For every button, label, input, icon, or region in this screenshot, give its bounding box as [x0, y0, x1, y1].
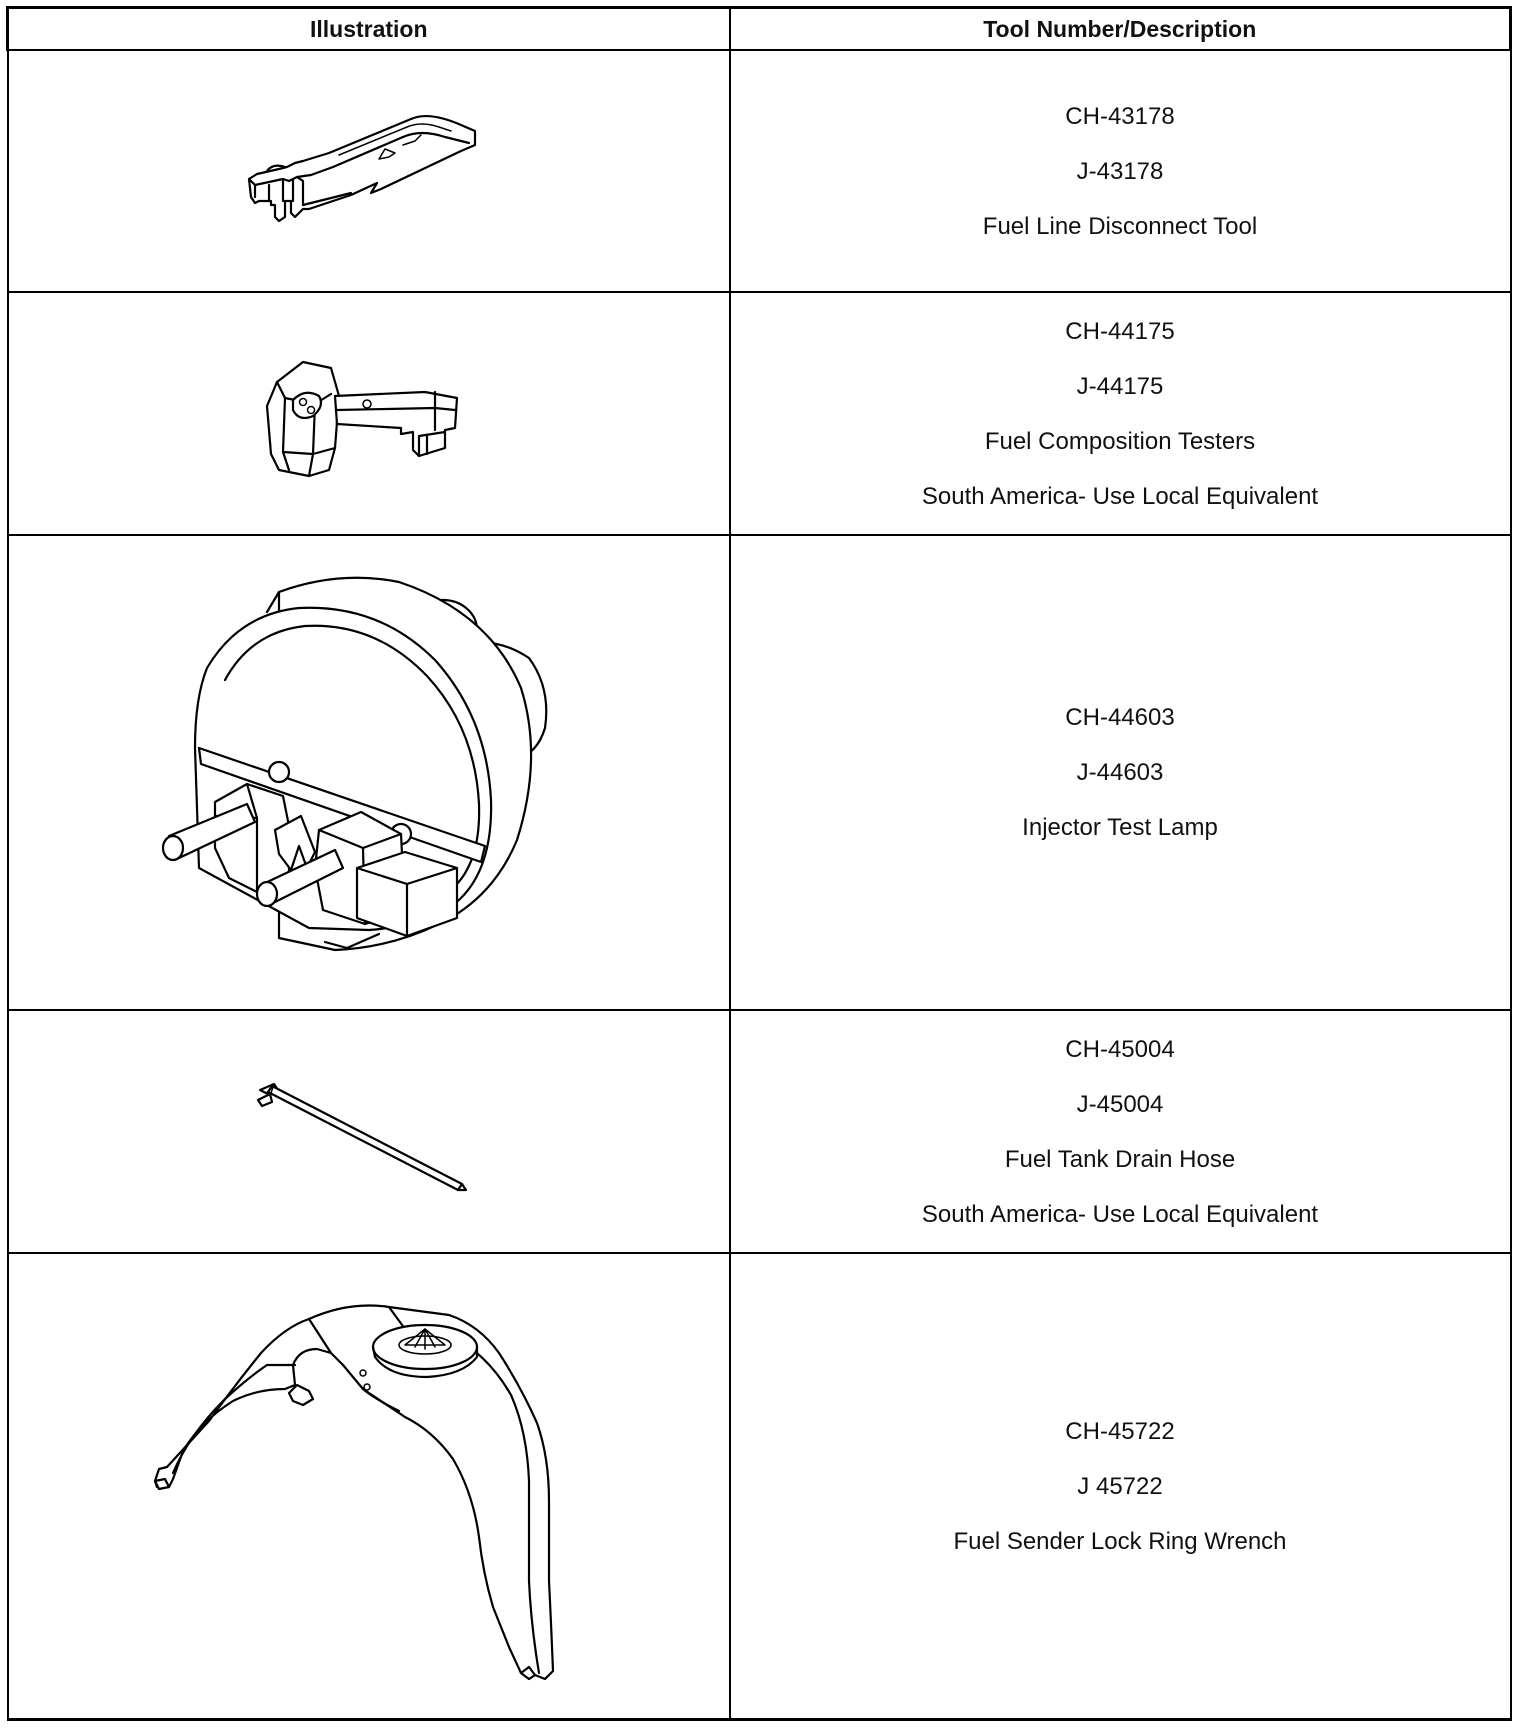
tool-number-ch: CH-44175	[1065, 317, 1175, 345]
tool-description-cell	[730, 535, 1511, 1010]
tool-note: South America- Use Local Equivalent	[921, 1200, 1319, 1228]
tool-description: Fuel Composition Testers	[984, 427, 1256, 455]
table-header-row	[8, 8, 1511, 51]
fuel-composition-tester-icon	[249, 344, 489, 484]
tool-description: Injector Test Lamp	[1022, 814, 1218, 841]
tool-number-ch: CH-45722	[1065, 1417, 1175, 1445]
tool-number-j: J-45004	[1076, 1090, 1164, 1118]
tool-number-ch: CH-43178	[1065, 102, 1175, 130]
fuel-sender-lock-ring-wrench-icon	[149, 1281, 589, 1691]
tool-number-j: J-43178	[1076, 157, 1164, 185]
column-header-illustration: Illustration	[8, 8, 730, 51]
special-tools-table	[6, 6, 1512, 1721]
tool-description: Fuel Tank Drain Hose	[1004, 1145, 1236, 1173]
table-row	[8, 50, 1511, 292]
tool-description-cell	[730, 1253, 1511, 1720]
tool-number-ch: CH-45004	[1065, 1035, 1175, 1063]
illustration-cell	[8, 1253, 730, 1720]
illustration-cell	[8, 50, 730, 292]
tool-number-j: J 45722	[1077, 1472, 1163, 1500]
injector-test-lamp-icon	[139, 568, 599, 978]
tool-description-cell	[730, 1010, 1511, 1253]
tool-description: Fuel Line Disconnect Tool	[982, 212, 1258, 240]
fuel-line-disconnect-tool-icon	[239, 101, 499, 241]
tool-number-j: J-44175	[1076, 372, 1164, 400]
tool-description-cell	[730, 50, 1511, 292]
illustration-cell	[8, 535, 730, 1010]
tool-note: South America- Use Local Equivalent	[921, 482, 1319, 510]
table-row	[8, 535, 1511, 1010]
tool-number-ch: CH-44603	[1065, 704, 1175, 731]
illustration-cell	[8, 1010, 730, 1253]
fuel-tank-drain-hose-icon	[254, 1062, 484, 1202]
column-header-tool-description: Tool Number/Description	[730, 8, 1511, 51]
tool-description-cell	[730, 292, 1511, 535]
table-row	[8, 292, 1511, 535]
table-row	[8, 1010, 1511, 1253]
illustration-cell	[8, 292, 730, 535]
tool-number-j: J-44603	[1076, 759, 1164, 786]
tool-description: Fuel Sender Lock Ring Wrench	[953, 1527, 1287, 1555]
table-row	[8, 1253, 1511, 1720]
